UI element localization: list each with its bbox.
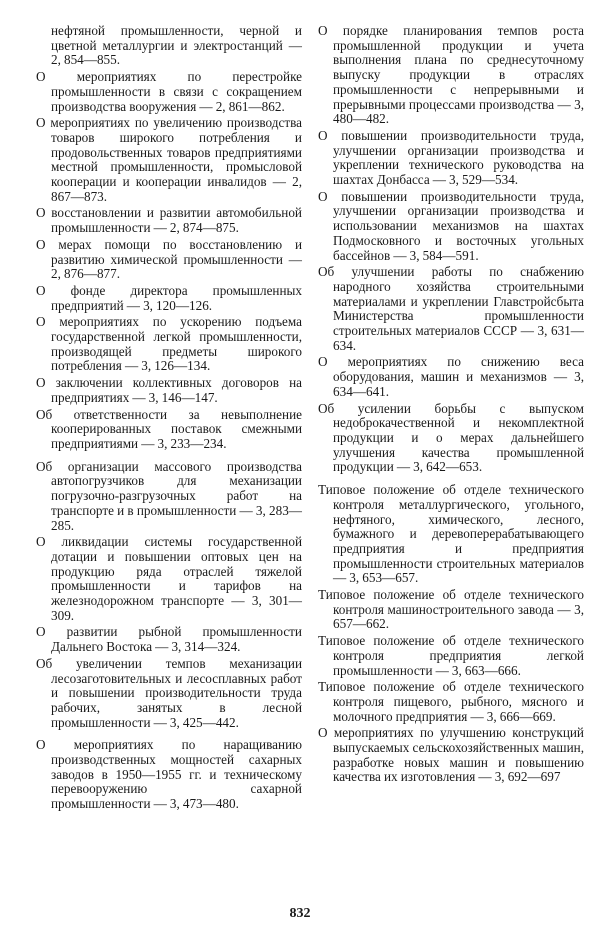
- index-entry: Типовое положение об отделе технического контроля предприятия легкой промышленности — 3, 663—666.: [318, 633, 584, 678]
- index-entry: О повышении производительности труда, улучшении организации производства и укреплении технического руководства на шахтах Донбасса — 3, 529—534.: [318, 127, 584, 188]
- index-entry: О ликвидации системы государственной дотации и повышении оптовых цен на продукцию ряда отраслей тяжелой промышленности и тарифов на железнодорожном транспорте — 3, 301—309.: [36, 534, 302, 623]
- index-entry: Типовое положение об отделе технического контроля металлургического, угольного, нефтяного, химического, лесного, бумажного и деревоперерабатывающего предприятия и предприятия промышленности строительных материалов — 3, 653—657.: [318, 482, 584, 586]
- index-entry: О мероприятиях по наращиванию производственных мощностей сахарных заводов в 1950—1955 гг. и техническому перевооружению сахарной промышленности — 3, 473—480.: [36, 737, 302, 812]
- index-entry: Типовое положение об отделе технического контроля машиностроительного завода — 3, 657—662.: [318, 587, 584, 632]
- left-column: [36, 24, 302, 814]
- index-entry: О мероприятиях по снижению веса оборудования, машин и механизмов — 3, 634—641.: [318, 354, 584, 399]
- index-entry: нефтяной промышленности, черной и цветной металлургии и электростанций — 2, 854—855.: [51, 23, 302, 68]
- index-entry: Об улучшении работы по снабжению народного хозяйства строительными материалами и укреплении Главстройсбыта Министерства промышленности строительных материалов СССР — 3, 631—634.: [318, 264, 584, 353]
- index-entry: О восстановлении и развитии автомобильной промышленности — 2, 874—875.: [36, 205, 302, 236]
- index-entry: О развитии рыбной промышленности Дальнего Востока — 3, 314—324.: [36, 624, 302, 655]
- index-entry: О порядке планирования темпов роста промышленной продукции и учета выполнения плана по среднесуточному выпуску продукции в отраслях промышленности с непрерывными и прерывными процессами производства — 3, 480—482.: [318, 23, 584, 127]
- index-entry: О повышении производительности труда, улучшении организации производства и использовании механизмов на шахтах Подмосковного и восточных угольных бассейнов — 3, 584—591.: [318, 188, 584, 263]
- index-entry: О мероприятиях по перестройке промышленности в связи с сокращением производства вооружения — 2, 861—862.: [36, 69, 302, 114]
- index-entry: Об усилении борьбы с выпуском недоброкачественной и некомплектной продукции и о мерах дальнейшего улучшения качества промышленной продукции — 3, 642—653.: [318, 400, 584, 475]
- index-entry: О мероприятиях по ускорению подъема государственной легкой промышленности, производящей предметы широкого потребления — 3, 126—134.: [36, 314, 302, 374]
- index-entry: Об организации массового производства автопогрузчиков для механизации погрузочно-разгрузочных работ на транспорте и в промышленности — 3, 283—285.: [36, 458, 302, 533]
- index-entry: О заключении коллективных договоров на предприятиях — 3, 146—147.: [36, 375, 302, 405]
- index-entry: Об ответственности за невыполнение кооперированных поставок смежными предприятиями — 3, 233—234.: [36, 406, 302, 451]
- index-entry: О мерах помощи по восстановлению и развитию химической промышленности — 2, 876—877.: [36, 236, 302, 282]
- index-entry: Типовое положение об отделе технического контроля пищевого, рыбного, мясного и молочного предприятия — 3, 666—669.: [318, 679, 584, 724]
- index-entry: О мероприятиях по увеличению производства товаров широкого потребления и продовольственных товаров предприятиями местной промышленности, промысловой кооперации и кооперации инвалидов — 2, 867—873.: [36, 115, 302, 204]
- index-entry: О мероприятиях по улучшению конструкций выпускаемых сельскохозяйственных машин, разработке новых машин и повышению качества их изготовления — 3, 692—697: [318, 725, 584, 785]
- page-number: 832: [289, 906, 311, 921]
- index-entry: О фонде директора промышленных предприятий — 3, 120—126.: [36, 282, 302, 313]
- index-entry: Об увеличении темпов механизации лесозаготовительных и лесосплавных работ и повышении производительности труда рабочих, занятых в лесной промышленности — 3, 425—442.: [36, 655, 302, 730]
- right-column: [318, 24, 584, 787]
